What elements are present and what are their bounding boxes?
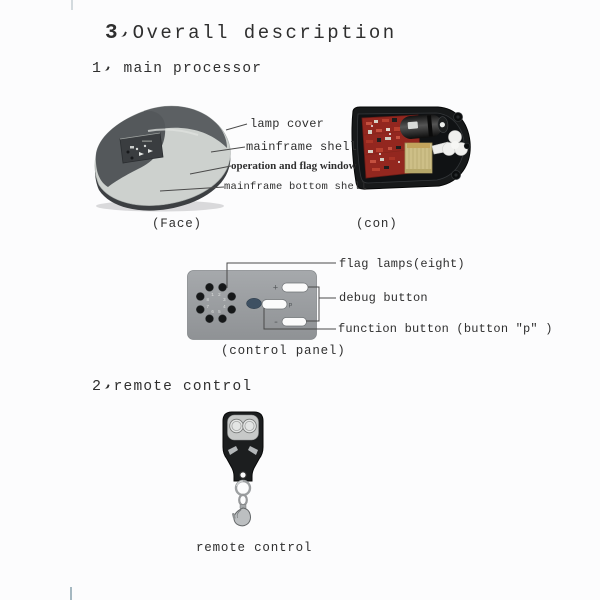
face-device-image [84,99,236,213]
section1-text: main processor [123,61,263,77]
scan-artifact-top [71,0,73,10]
label-flag-lamps: flag lamps(eight) [339,257,465,271]
chain-link [239,495,247,505]
title-number: 3 [105,22,118,45]
window-led [136,148,138,150]
minus-mark: - [272,318,280,329]
led-number: 3 [222,298,226,304]
label-mainframe-bottom-shell: mainframe bottom shell [224,181,368,193]
scan-artifact-bottom [70,587,72,600]
led-number: 5 [218,309,221,315]
window-dot [131,157,134,160]
window-led [144,145,146,147]
label-debug-button: debug button [339,291,428,305]
transformer [405,143,432,173]
led-number: 7 [206,304,210,310]
window-dot [127,151,130,154]
control-panel-image [187,270,317,340]
section-heading-main-processor [92,60,262,77]
ideographic-comma-icon [119,28,129,38]
label-operation-flag-window: operation and flag window [231,160,357,172]
title-text: Overall description [132,22,397,44]
remote-control-image [215,409,271,527]
led-number: 8 [206,298,210,304]
led-number: 2 [218,293,221,299]
caption-remote-control: remote control [196,541,313,555]
label-function-button: function button (button "p" ) [338,322,553,336]
led-number: 4 [222,304,226,310]
page-title [105,22,397,45]
section1-number: 1 [92,60,103,77]
caption-con: (con) [356,217,398,231]
led-number: 1 [211,293,214,299]
window-detail [130,146,134,149]
panel-oval [247,298,262,308]
ideographic-comma-icon [103,64,111,72]
ideographic-comma-icon [103,382,111,390]
debug-plus-button [282,283,308,292]
plus-mark: + [272,283,279,294]
function-p-button [262,300,287,310]
section-heading-remote-control [92,378,252,395]
window-detail [142,141,152,142]
keyring-hole [240,472,246,478]
lobster-clasp [234,508,251,526]
led-number: 6 [211,309,214,315]
debug-minus-button [282,318,307,327]
p-mark: P [288,302,293,310]
label-mainframe-shell: mainframe shell [246,140,358,154]
caption-face: (Face) [152,217,202,231]
section2-number: 2 [92,378,103,395]
caption-control-panel: (control panel) [221,344,346,358]
section2-text: remote control [113,379,253,395]
label-lamp-cover: lamp cover [250,117,325,131]
